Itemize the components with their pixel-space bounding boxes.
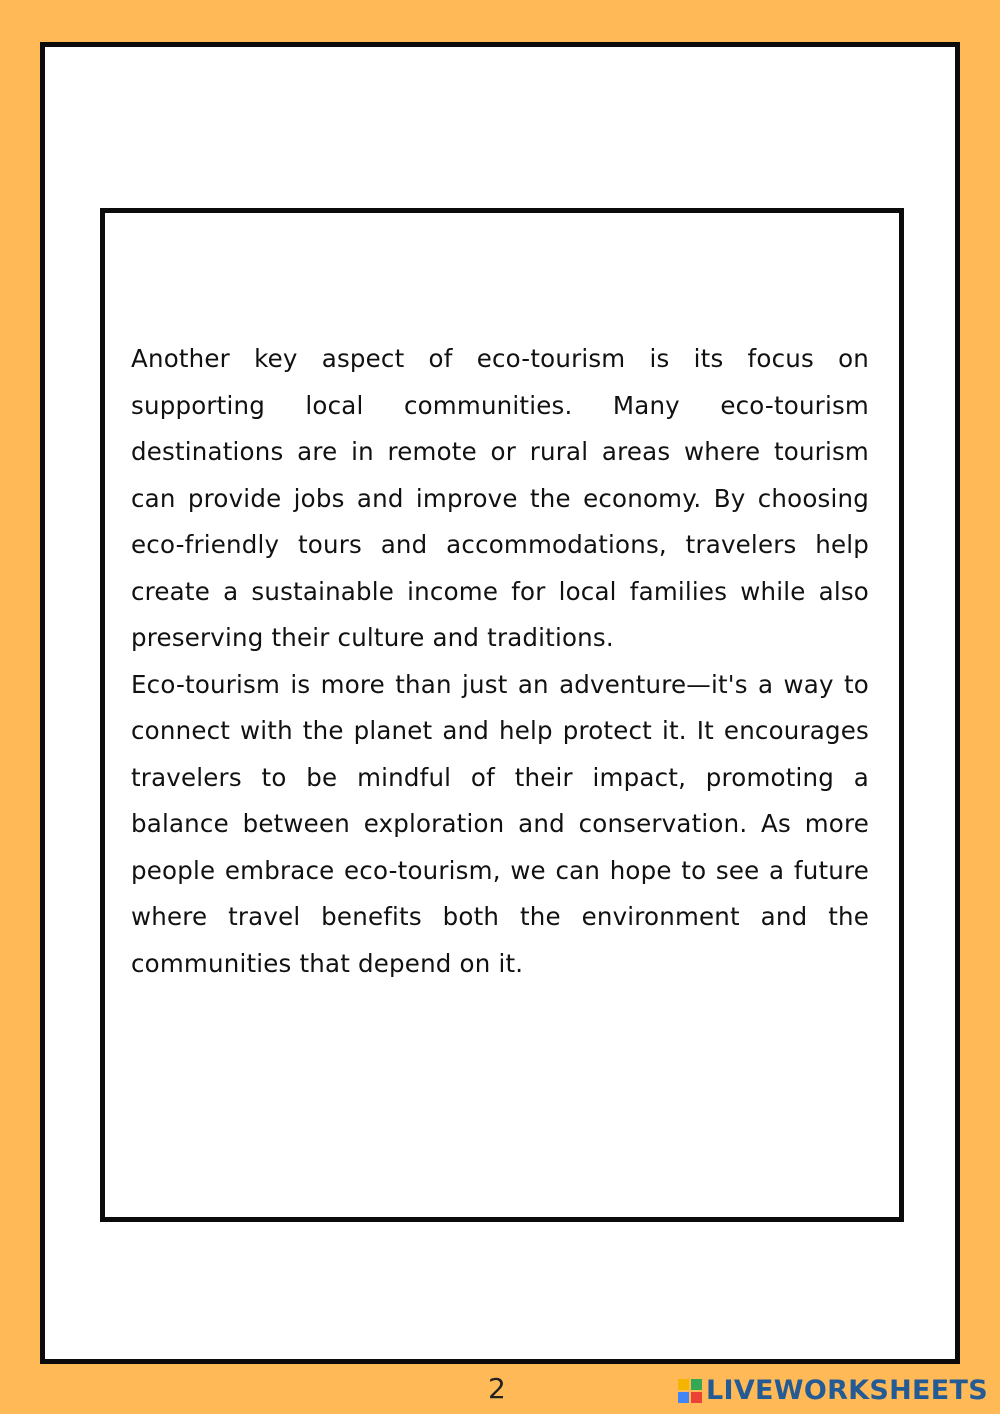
body-text xyxy=(131,336,869,987)
liveworksheets-logo-icon xyxy=(678,1379,702,1403)
brand-name: LIVEWORKSHEETS xyxy=(705,1375,988,1406)
liveworksheets-brand[interactable] xyxy=(678,1374,988,1408)
page-number: 2 xyxy=(488,1372,506,1405)
paragraph-local-communities: Another key aspect of eco-tourism is its focus on supporting local communities. Many eco-tourism destinations are in remote or rural areas where tourism can provide jobs and improve the economy. By choosing eco-friendly tours and accommodations, travelers help create a sustainable income for local families while also preserving their culture and traditions. xyxy=(131,344,869,652)
paragraph-eco-tourism-adventure: Eco-tourism is more than just an adventure—it's a way to connect with the planet and help protect it. It encourages travelers to be mindful of their impact, promoting a balance between exploration and conservation. As more people embrace eco-tourism, we can hope to see a future where travel benefits both the environment and the communities that depend on it. xyxy=(131,669,869,978)
